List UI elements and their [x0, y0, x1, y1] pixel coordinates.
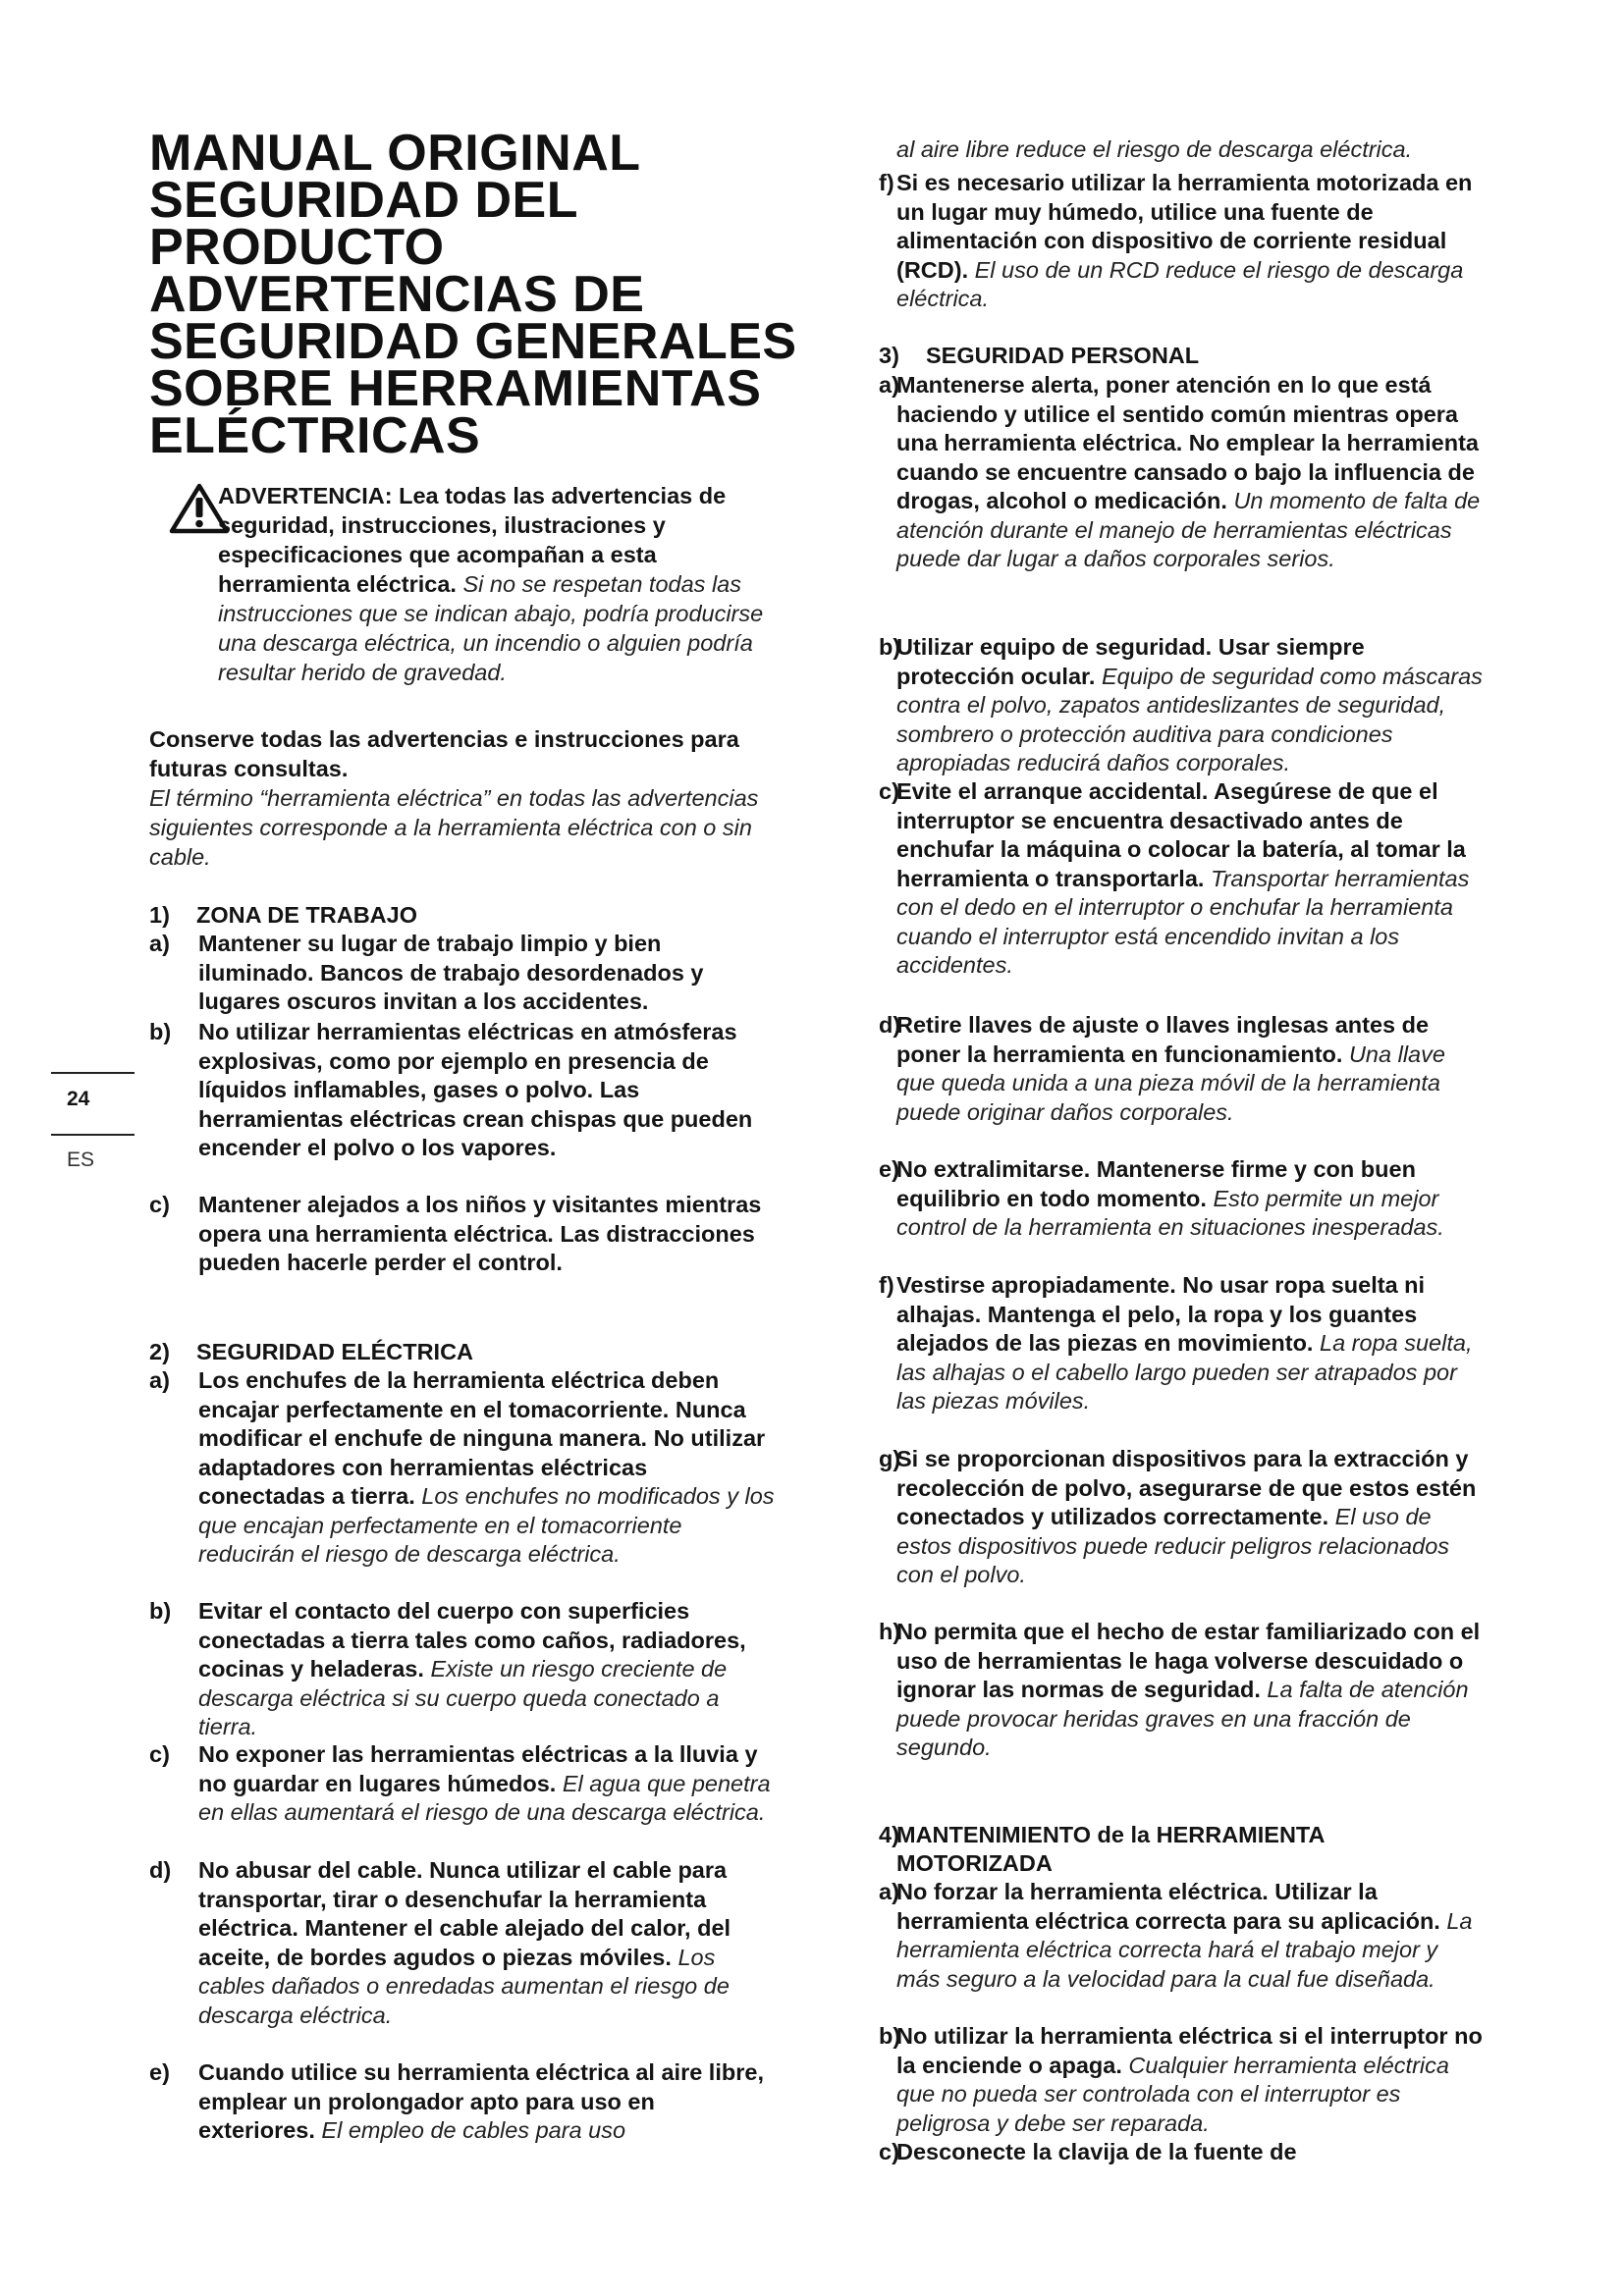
list-item	[879, 1618, 1488, 1763]
item-detail: Cualquier herramienta eléctrica que no pueda ser controlada con el interruptor es peligrosa y debe ser reparada.	[896, 2052, 1449, 2136]
item-label: g)	[879, 1446, 901, 1471]
item-text: No permita que el hecho de estar familiarizado con el uso de herramientas le haga volverse descuidado o ignorar las normas de seguridad.	[896, 1619, 1481, 1702]
list-item	[879, 169, 1488, 314]
item-label: f)	[879, 1272, 894, 1298]
page-language: ES	[67, 1148, 95, 1171]
item-label: b)	[879, 634, 901, 660]
list-item	[149, 1740, 778, 1828]
item-label: b)	[149, 1019, 172, 1044]
item-text: Mantener su lugar de trabajo limpio y bien iluminado. Bancos de trabajo desordenados y lugares oscuros invitan a los accidentes.	[198, 931, 704, 1014]
list-item	[879, 2022, 1488, 2138]
section-heading	[149, 1338, 473, 1366]
list-item	[879, 777, 1488, 981]
section-number: 4)	[879, 1822, 899, 1847]
conserve-instructions	[149, 724, 797, 872]
title-line: ELÉCTRICAS	[149, 407, 481, 464]
section-number: 2)	[149, 1339, 170, 1364]
item-text: Cuando utilice su herramienta eléctrica al aire libre, emplear un prolongador apto para uso en exteriores.	[198, 2059, 764, 2143]
item-label: d)	[149, 1857, 172, 1883]
title-line: SOBRE HERRAMIENTAS	[149, 360, 762, 417]
item-text: No extralimitarse. Mantenerse firme y con buen equilibrio en todo momento.	[896, 1156, 1416, 1211]
item-text: Desconecte la clavija de la fuente de	[896, 2139, 1297, 2164]
item-text: No utilizar herramientas eléctricas en atmósferas explosivas, como por ejemplo en presencia de líquidos inflamables, gases o polvo. Las herramientas eléctricas crean chispas que pueden encender el polvo o los vapores.	[198, 1019, 753, 1160]
item-label: c)	[879, 2139, 899, 2164]
list-item	[879, 1445, 1488, 1590]
item-label: c)	[879, 778, 899, 804]
item-detail: El empleo de cables para uso	[321, 2117, 626, 2143]
list-item-continuation	[879, 135, 1507, 165]
item-text: Vestirse apropiadamente. No usar ropa suelta ni alhajas. Mantenga el pelo, la ropa y los guantes alejados de las piezas en movimiento.	[896, 1272, 1426, 1356]
item-label: b)	[149, 1598, 172, 1624]
item-label: a)	[149, 931, 170, 956]
item-text: No forzar la herramienta eléctrica. Utilizar la herramienta eléctrica correcta para su aplicación.	[896, 1879, 1440, 1934]
list-item	[879, 1271, 1488, 1416]
section-heading	[879, 1821, 1429, 1878]
title-line: ADVERTENCIAS DE	[149, 266, 645, 323]
item-text: No exponer las herramientas eléctricas a la lluvia y no guardar en lugares húmedos.	[198, 1741, 758, 1796]
list-item	[149, 930, 778, 1017]
title-line: MANUAL ORIGINAL	[149, 125, 641, 182]
item-text: Evite el arranque accidental. Asegúrese de que el interruptor se encuentra desactivado antes de enchufar la máquina o colocar la batería, al tomar la herramienta o transportarla.	[896, 778, 1466, 891]
item-text: Retire llaves de ajuste o llaves inglesas antes de poner la herramienta en funcionamiento.	[896, 1012, 1430, 1067]
item-label: a)	[149, 1367, 170, 1393]
warning-block	[149, 481, 792, 687]
section-number: 1)	[149, 902, 170, 928]
title-line: SEGURIDAD DEL	[149, 172, 578, 229]
page-number: 24	[67, 1088, 90, 1110]
item-detail: La herramienta eléctrica correcta hará el trabajo mejor y más seguro a la velocidad para la cual fue diseñada.	[896, 1907, 1473, 1992]
warning-detail: Si no se respetan todas las instrucciones que se indican abajo, podría producirse una descarga eléctrica, un incendio o alguien podría resultar herido de gravedad.	[218, 571, 764, 685]
item-detail: La falta de atención puede provocar heridas graves en una fracción de segundo.	[896, 1677, 1469, 1760]
item-text: Mantenerse alerta, poner atención en lo que está haciendo y utilice el sentido común mientras opera una herramienta eléctrica. No emplear la herramienta cuando se encuentre cansado o bajo la influencia de drogas, alcohol o medicación.	[896, 372, 1479, 513]
list-item	[149, 1191, 778, 1278]
item-label: a)	[879, 1879, 899, 1904]
list-item	[879, 1155, 1488, 1243]
section-number: 3)	[879, 343, 899, 368]
item-detail: Un momento de falta de atención durante el manejo de herramientas eléctricas puede dar lugar a daños corporales serios.	[896, 488, 1481, 571]
item-detail: Existe un riesgo creciente de descarga eléctrica si su cuerpo queda conectado a tierra.	[198, 1656, 728, 1739]
list-item	[879, 371, 1488, 574]
item-text: Evitar el contacto del cuerpo con superficies conectadas a tierra tales como caños, radiadores, cocinas y heladeras.	[198, 1598, 746, 1682]
item-detail: La ropa suelta, las alhajas o el cabello largo pueden ser atrapados por las piezas móviles.	[896, 1330, 1473, 1414]
item-text: No abusar del cable. Nunca utilizar el cable para transportar, tirar o desenchufar la herramienta eléctrica. Mantener el cable alejado del calor, del aceite, de bordes agudos o piezas móviles.	[198, 1857, 731, 1970]
list-item	[149, 1856, 778, 2030]
list-item	[149, 1597, 778, 1742]
item-text: Mantener alejados a los niños y visitantes mientras opera una herramienta eléctrica. Las distracciones pueden hacerle perder el control.	[198, 1192, 762, 1275]
item-label: a)	[879, 372, 899, 398]
list-item	[149, 2058, 778, 2146]
title-line: PRODUCTO	[149, 219, 445, 276]
item-label: h)	[879, 1619, 901, 1644]
item-detail: Transportar herramientas con el dedo en el interruptor o enchufar la herramienta cuando el interruptor está encendido invitan a los accidentes.	[896, 865, 1470, 978]
item-label: e)	[879, 1156, 899, 1182]
item-detail: El uso de estos dispositivos puede reducir peligros relacionados con el polvo.	[896, 1504, 1450, 1587]
item-label: c)	[149, 1192, 170, 1217]
item-detail: Los enchufes no modificados y los que encajan perfectamente en el tomacorriente reducirán el riesgo de descarga eléctrica.	[198, 1483, 775, 1567]
item-label: c)	[149, 1741, 170, 1767]
section-title: SEGURIDAD ELÉCTRICA	[196, 1339, 474, 1364]
conserve-text: Conserve todas las advertencias e instrucciones para futuras consultas.	[149, 726, 739, 781]
item-detail: al aire libre reduce el riesgo de descarga eléctrica.	[896, 136, 1413, 162]
item-label: f)	[879, 170, 894, 195]
list-item	[879, 633, 1488, 778]
item-text: Los enchufes de la herramienta eléctrica deben encajar perfectamente en el tomacorriente. Nunca modificar el enchufe de ninguna manera. No utilizar adaptadores con herramientas eléctricas conectadas a tierra.	[198, 1367, 766, 1509]
page-marker-rule-top	[51, 1072, 135, 1074]
item-text: No utilizar la herramienta eléctrica si el interruptor no la enciende o apaga.	[896, 2023, 1483, 2078]
section-heading	[149, 901, 417, 930]
title-line: SEGURIDAD GENERALES	[149, 313, 797, 370]
page-title	[149, 125, 817, 464]
item-detail: El uso de un RCD reduce el riesgo de descarga eléctrica.	[896, 256, 1464, 311]
list-item	[879, 1878, 1488, 1994]
list-item	[149, 1018, 778, 1163]
item-label: b)	[879, 2023, 901, 2049]
item-detail: El agua que penetra en ellas aumentará el riesgo de una descarga eléctrica.	[198, 1770, 771, 1825]
section-title: ZONA DE TRABAJO	[196, 902, 417, 928]
page-marker-rule-bottom	[51, 1134, 135, 1136]
item-text: Si se proporcionan dispositivos para la extracción y recolección de polvo, asegurarse de que estos estén conectados y utilizados correctamente.	[896, 1446, 1477, 1529]
section-title: SEGURIDAD PERSONAL	[926, 343, 1200, 368]
section-heading	[879, 342, 1199, 370]
item-detail: Esto permite un mejor control de la herramienta en situaciones inesperadas.	[896, 1185, 1444, 1240]
warning-text: ADVERTENCIA: Lea todas las advertencias de seguridad, instrucciones, ilustraciones y especificaciones que acompañan a esta herramienta eléctrica.	[218, 483, 727, 597]
item-detail: Una llave que queda unida a una pieza móvil de la herramienta puede originar daños corporales.	[896, 1041, 1445, 1125]
section-title: MANTENIMIENTO de la HERRAMIENTA MOTORIZADA	[896, 1822, 1325, 1876]
item-label: d)	[879, 1012, 901, 1038]
list-item	[879, 2138, 1488, 2167]
item-detail: Los cables dañados o enredadas aumentan el riesgo de descarga eléctrica.	[198, 1944, 730, 2028]
item-text: Si es necesario utilizar la herramienta motorizada en un lugar muy húmedo, utilice una fuente de alimentación con dispositivo de corriente residual (RCD).	[896, 170, 1473, 283]
list-item	[149, 1366, 778, 1570]
conserve-detail: El término “herramienta eléctrica” en todas las advertencias siguientes corresponde a la herramienta eléctrica con o sin cable.	[149, 785, 759, 870]
list-item	[879, 1011, 1488, 1127]
item-detail: Equipo de seguridad como máscaras contra el polvo, zapatos antideslizantes de seguridad, sombrero o protección auditiva para condiciones apropiadas reducirá daños corporales.	[896, 663, 1483, 775]
item-label: e)	[149, 2059, 170, 2085]
warning-triangle-icon	[169, 483, 230, 534]
item-text: Utilizar equipo de seguridad. Usar siempre protección ocular.	[896, 634, 1365, 689]
